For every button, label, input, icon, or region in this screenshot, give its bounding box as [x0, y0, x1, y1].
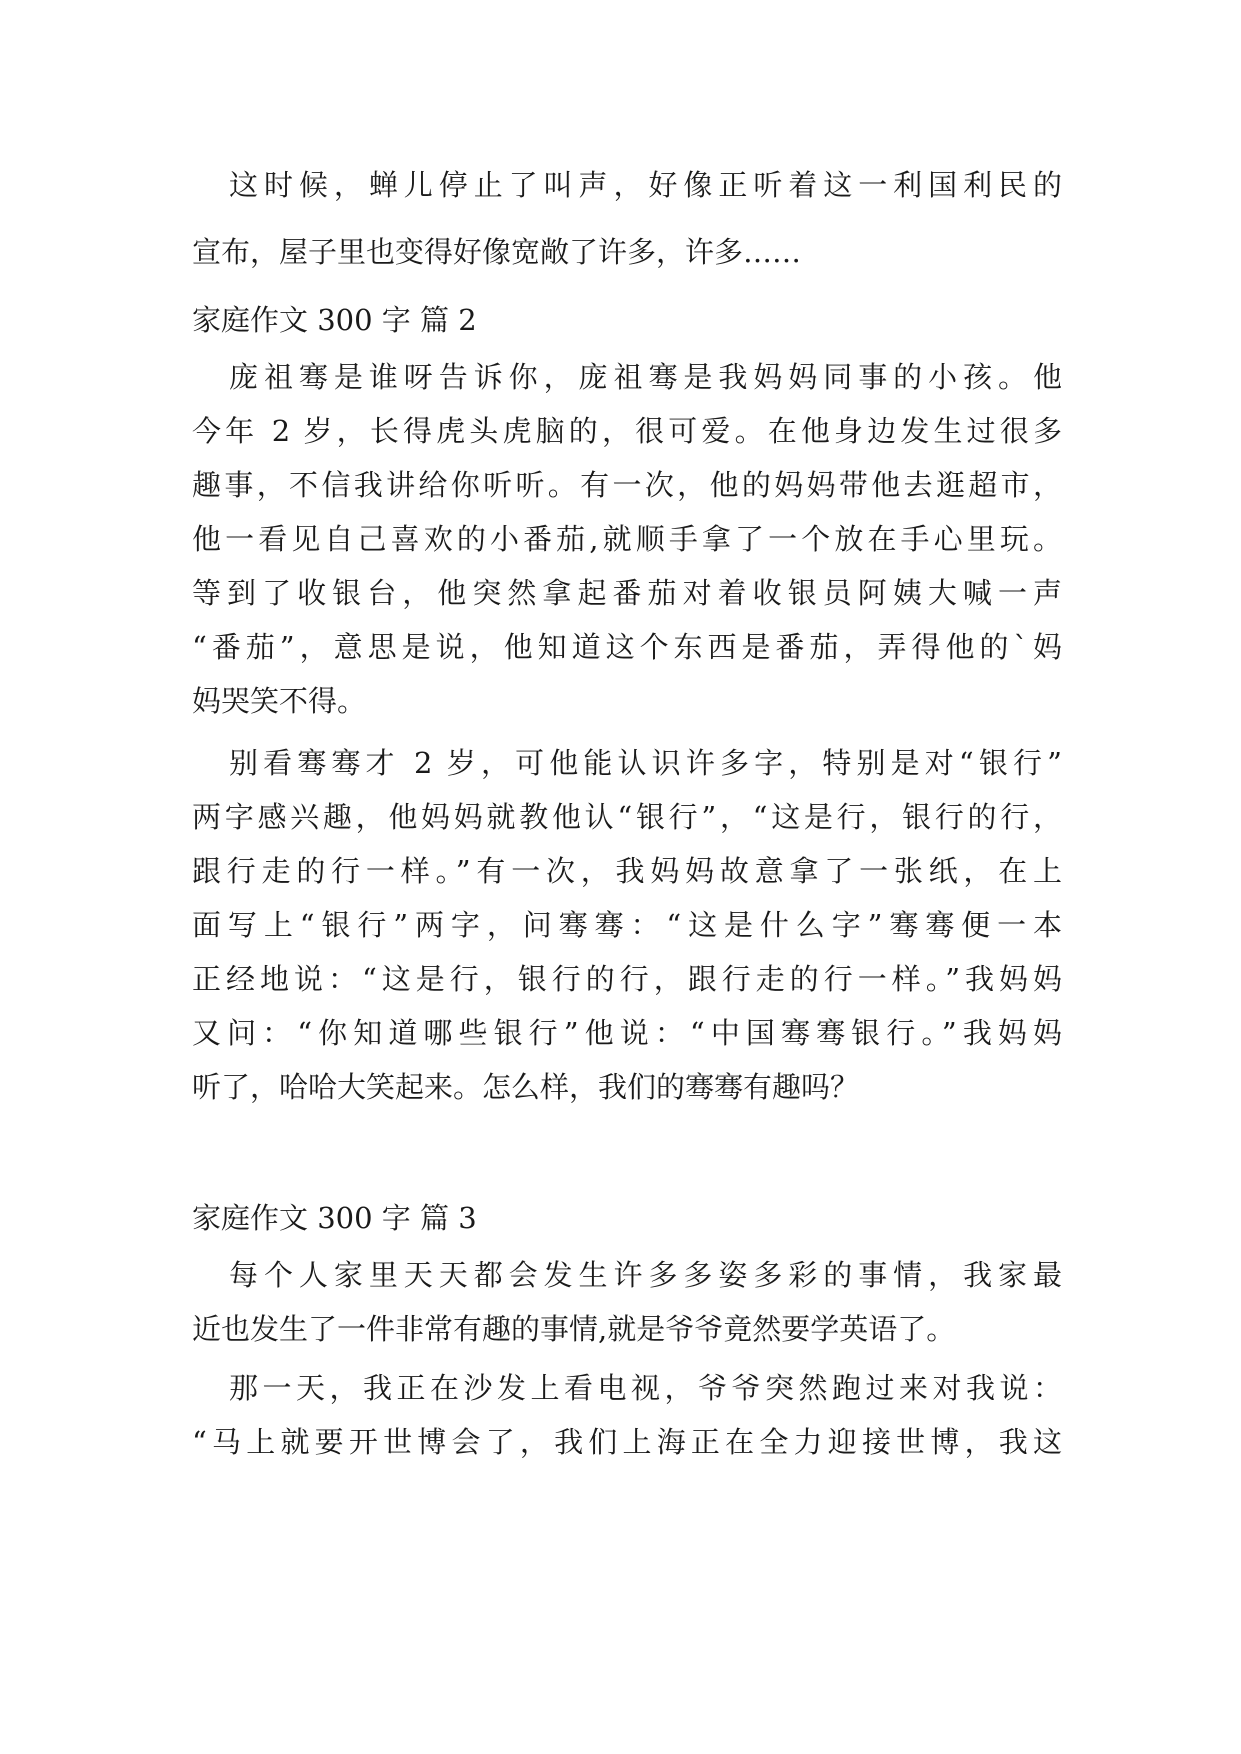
text-line: 别看骞骞才 2 岁，可他能认识许多字，特别是对“银行” — [229, 746, 1062, 780]
text-line: 跟行走的行一样。”有一次，我妈妈故意拿了一张纸，在上 — [192, 854, 1062, 888]
text-line: 近也发生了一件非常有趣的事情,就是爷爷竟然要学英语了。 — [192, 1312, 956, 1346]
section-heading: 家庭作文 300 字 篇 3 — [192, 1201, 477, 1235]
text-line: 庞祖骞是谁呀告诉你，庞祖骞是我妈妈同事的小孩。他 — [229, 360, 1062, 394]
text-line: “番茄”，意思是说，他知道这个东西是番茄，弄得他的`妈 — [192, 630, 1062, 664]
text-line: 他一看见自己喜欢的小番茄,就顺手拿了一个放在手心里玩。 — [192, 522, 1062, 556]
text-line: 妈哭笑不得。 — [192, 684, 367, 718]
text-line: 等到了收银台，他突然拿起番茄对着收银员阿姨大喊一声 — [192, 576, 1062, 610]
text-line: “马上就要开世博会了，我们上海正在全力迎接世博，我这 — [192, 1425, 1062, 1459]
text-line: 每个人家里天天都会发生许多多姿多彩的事情，我家最 — [229, 1258, 1062, 1292]
text-line: 趣事，不信我讲给你听听。有一次，他的妈妈带他去逛超市， — [192, 468, 1062, 502]
text-line: 这时候，蝉儿停止了叫声，好像正听着这一利国利民的 — [229, 168, 1062, 202]
text-line: 正经地说：“这是行，银行的行，跟行走的行一样。”我妈妈 — [192, 962, 1062, 996]
text-line: 两字感兴趣，他妈妈就教他认“银行”，“这是行，银行的行， — [192, 800, 1062, 834]
text-line: 宣布，屋子里也变得好像宽敞了许多，许多…… — [192, 235, 802, 269]
text-line: 面写上“银行”两字，问骞骞：“这是什么字”骞骞便一本 — [192, 908, 1062, 942]
section-heading: 家庭作文 300 字 篇 2 — [192, 303, 477, 337]
text-line: 又问：“你知道哪些银行”他说：“中国骞骞银行。”我妈妈 — [192, 1016, 1062, 1050]
text-line: 那一天，我正在沙发上看电视，爷爷突然跑过来对我说： — [229, 1371, 1062, 1405]
text-line: 听了，哈哈大笑起来。怎么样，我们的骞骞有趣吗？ — [192, 1070, 860, 1104]
text-line: 今年 2 岁，长得虎头虎脑的，很可爱。在他身边发生过很多 — [192, 414, 1062, 448]
